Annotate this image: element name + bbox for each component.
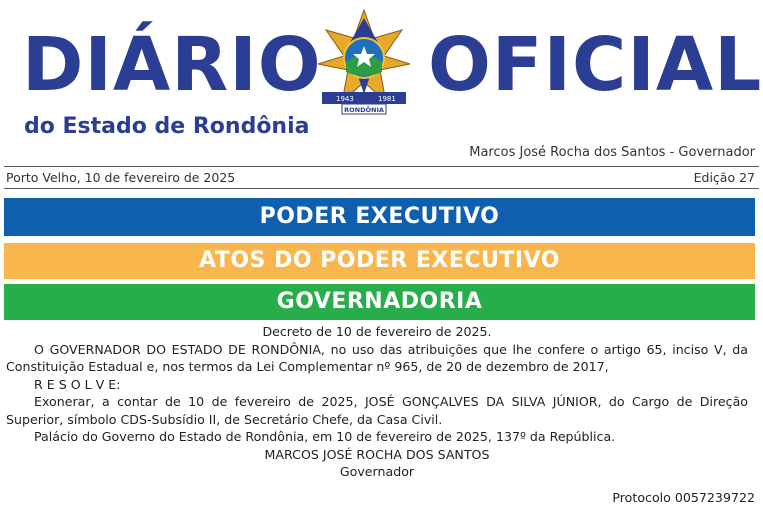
coat-of-arms-emblem xyxy=(314,8,414,118)
masthead xyxy=(0,0,763,160)
top-divider xyxy=(4,166,759,167)
bottom-divider xyxy=(4,188,759,189)
section-band-governorship: GOVERNADORIA xyxy=(4,284,755,320)
section-band-executive: PODER EXECUTIVO xyxy=(4,198,755,236)
decree-heading: Decreto de 10 de fevereiro de 2025. xyxy=(262,324,492,339)
masthead-title-oficial: OFICIAL xyxy=(428,22,763,108)
emblem-year-right: 1981 xyxy=(378,95,396,103)
place-date: Porto Velho, 10 de fevereiro de 2025 xyxy=(6,170,236,185)
edition-number: Edição 27 xyxy=(693,170,755,185)
governor-line: Marcos José Rocha dos Santos - Governador xyxy=(469,145,755,160)
decree-signer-title: Governador xyxy=(339,464,415,479)
decree-body xyxy=(6,323,748,481)
protocol-number: Protocolo 0057239722 xyxy=(612,490,755,505)
masthead-title-diario: DIÁRIO xyxy=(22,22,322,108)
decree-closing: Palácio do Governo do Estado de Rondônia, em 10 de fevereiro de 2025, 137º da República. xyxy=(34,429,616,444)
emblem-year-left: 1943 xyxy=(336,95,354,103)
edition-row xyxy=(6,170,755,186)
section-band-acts: ATOS DO PODER EXECUTIVO xyxy=(4,243,755,279)
emblem-label: RONDÔNIA xyxy=(344,106,384,114)
masthead-subtitle: do Estado de Rondônia xyxy=(24,114,310,139)
decree-signer: MARCOS JOSÉ ROCHA DOS SANTOS xyxy=(264,446,490,462)
decree-action: Exonerar, a contar de 10 de fevereiro de 2025, JOSÉ GONÇALVES DA SILVA JÚNIOR, do Cargo de Direção Superior, símbolo CDS-Subsídio II, de Secretário Chefe, da Casa Civil. xyxy=(6,394,748,427)
decree-resolve: R E S O L V E: xyxy=(34,376,121,392)
decree-preamble: O GOVERNADOR DO ESTADO DE RONDÔNIA, no uso das atribuições que lhe confere o artigo 65, inciso V, da Constituição Estadual e, nos termos da Lei Complementar nº 965, de 20 de dezembro de 2017, xyxy=(6,341,748,374)
